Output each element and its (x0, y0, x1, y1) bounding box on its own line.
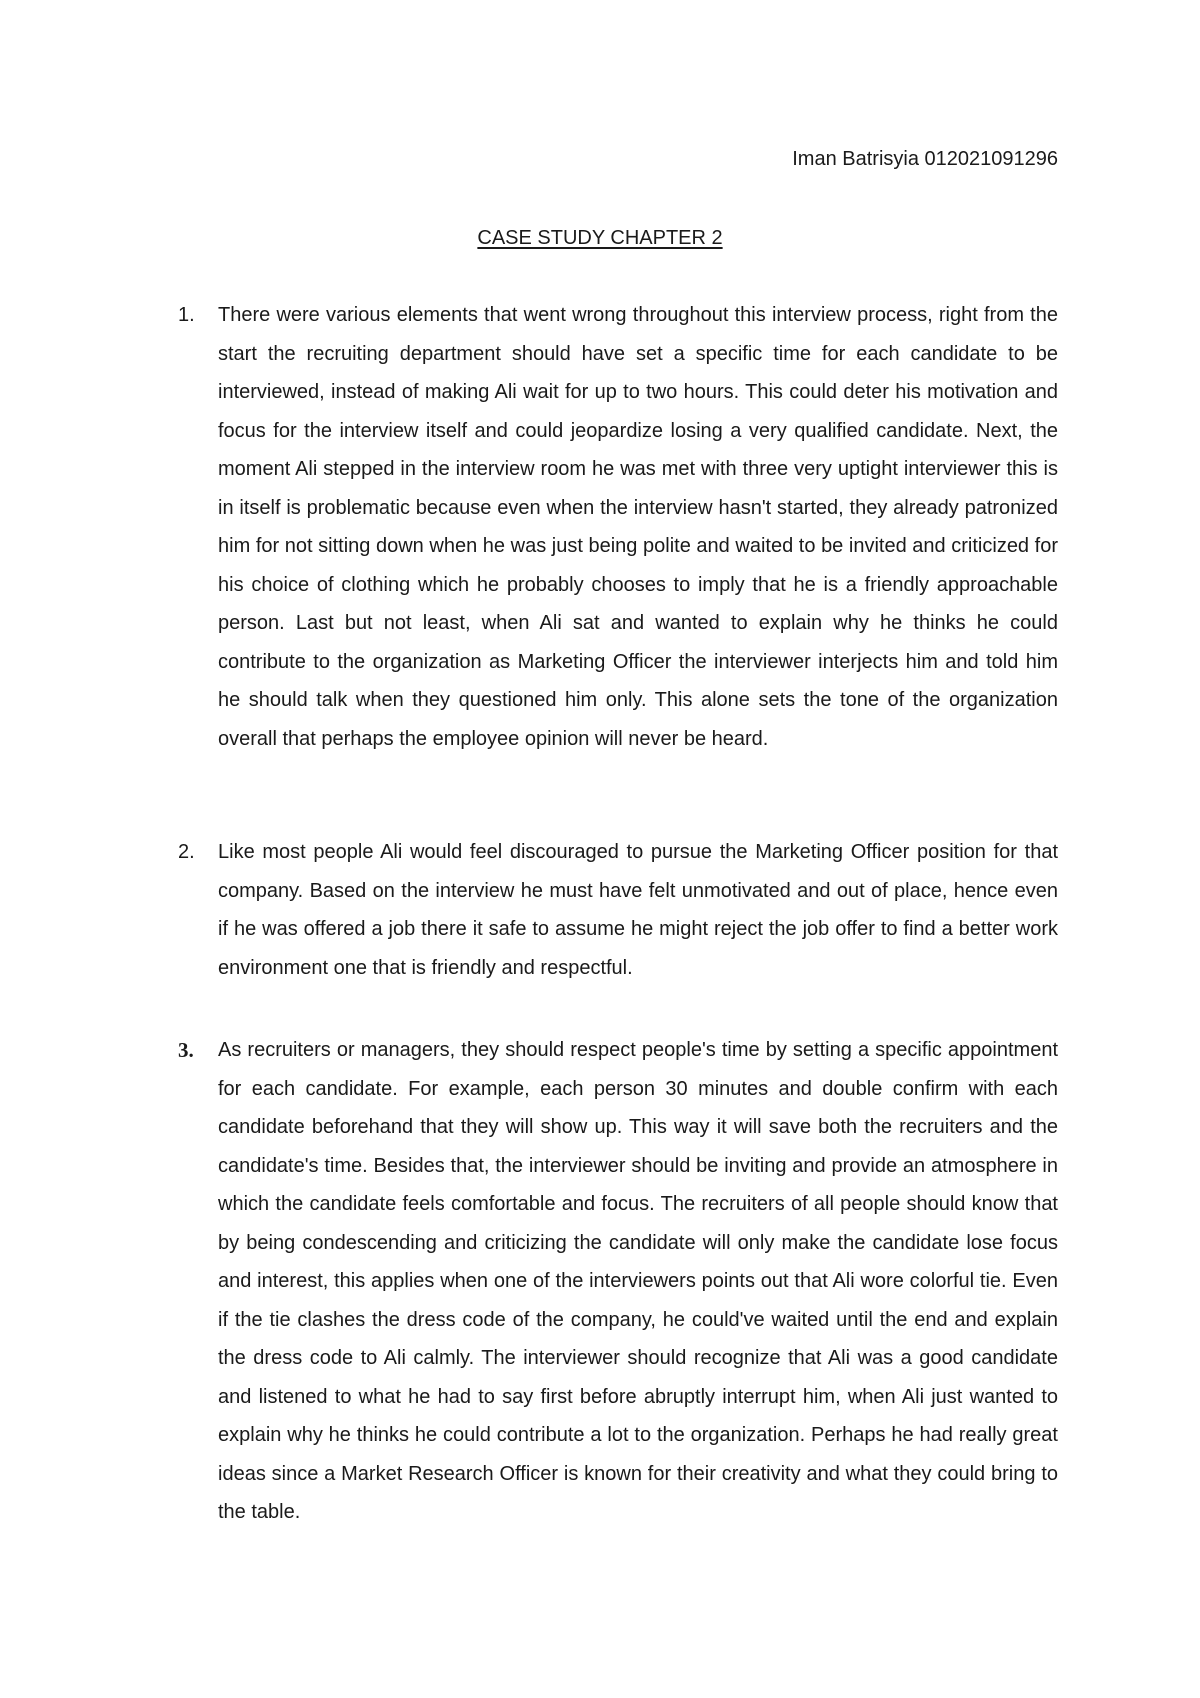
list-item-text: Like most people Ali would feel discouraged to pursue the Marketing Officer position for that company. Based on the interview he must have felt unmotivated and out of place, hence even if he was offered a job there it safe to assume he might reject the job offer to find a better work environment one that is friendly and respectful. (218, 841, 1058, 979)
list-item-text: As recruiters or managers, they should respect people's time by setting a specific appointment for each candidate. For example, each person 30 minutes and double confirm with each candidate beforehand that they will show up. This way it will save both the recruiters and the candidate's time. Besides that, the interviewer should be inviting and provide an atmosphere in which the candidate feels comfortable and focus. The recruiters of all people should know that by being condescending and criticizing the candidate will only make the candidate lose focus and interest, this applies when one of the interviewers points out that Ali wore colorful tie. Even if the tie clashes the dress code of the company, he could've waited until the end and explain the dress code to Ali calmly. The interviewer should recognize that Ali was a good candidate and listened to what he had to say first before abruptly interrupt him, when Ali just wanted to explain why he thinks he could contribute a lot to the organization. Perhaps he had really great ideas since a Market Research Officer is known for their creativity and what they could bring to the table. (218, 1039, 1058, 1523)
list-item-text: There were various elements that went wrong throughout this interview process, right from the start the recruiting department should have set a specific time for each candidate to be interviewed, instead of making Ali wait for up to two hours. This could deter his motivation and focus for the interview itself and could jeopardize losing a very qualified candidate. Next, the moment Ali stepped in the interview room he was met with three very uptight interviewer this is in itself is problematic because even when the interview hasn't started, they already patronized him for not sitting down when he was just being polite and waited to be invited and criticized for his choice of clothing which he probably chooses to imply that he is a friendly approachable person. Last but not least, when Ali sat and wanted to explain why he thinks he could contribute to the organization as Marketing Officer the interviewer interjects him and told him he should talk when they questioned him only. This alone sets the tone of the organization overall that perhaps the employee opinion will never be heard. (218, 304, 1058, 750)
author-line: Iman Batrisyia 012021091296 (792, 148, 1058, 170)
document-title: CASE STUDY CHAPTER 2 (477, 227, 723, 249)
list-item-number: 3. (178, 1038, 194, 1062)
list-item-number: 2. (178, 841, 195, 863)
list-item-number: 1. (178, 304, 195, 326)
